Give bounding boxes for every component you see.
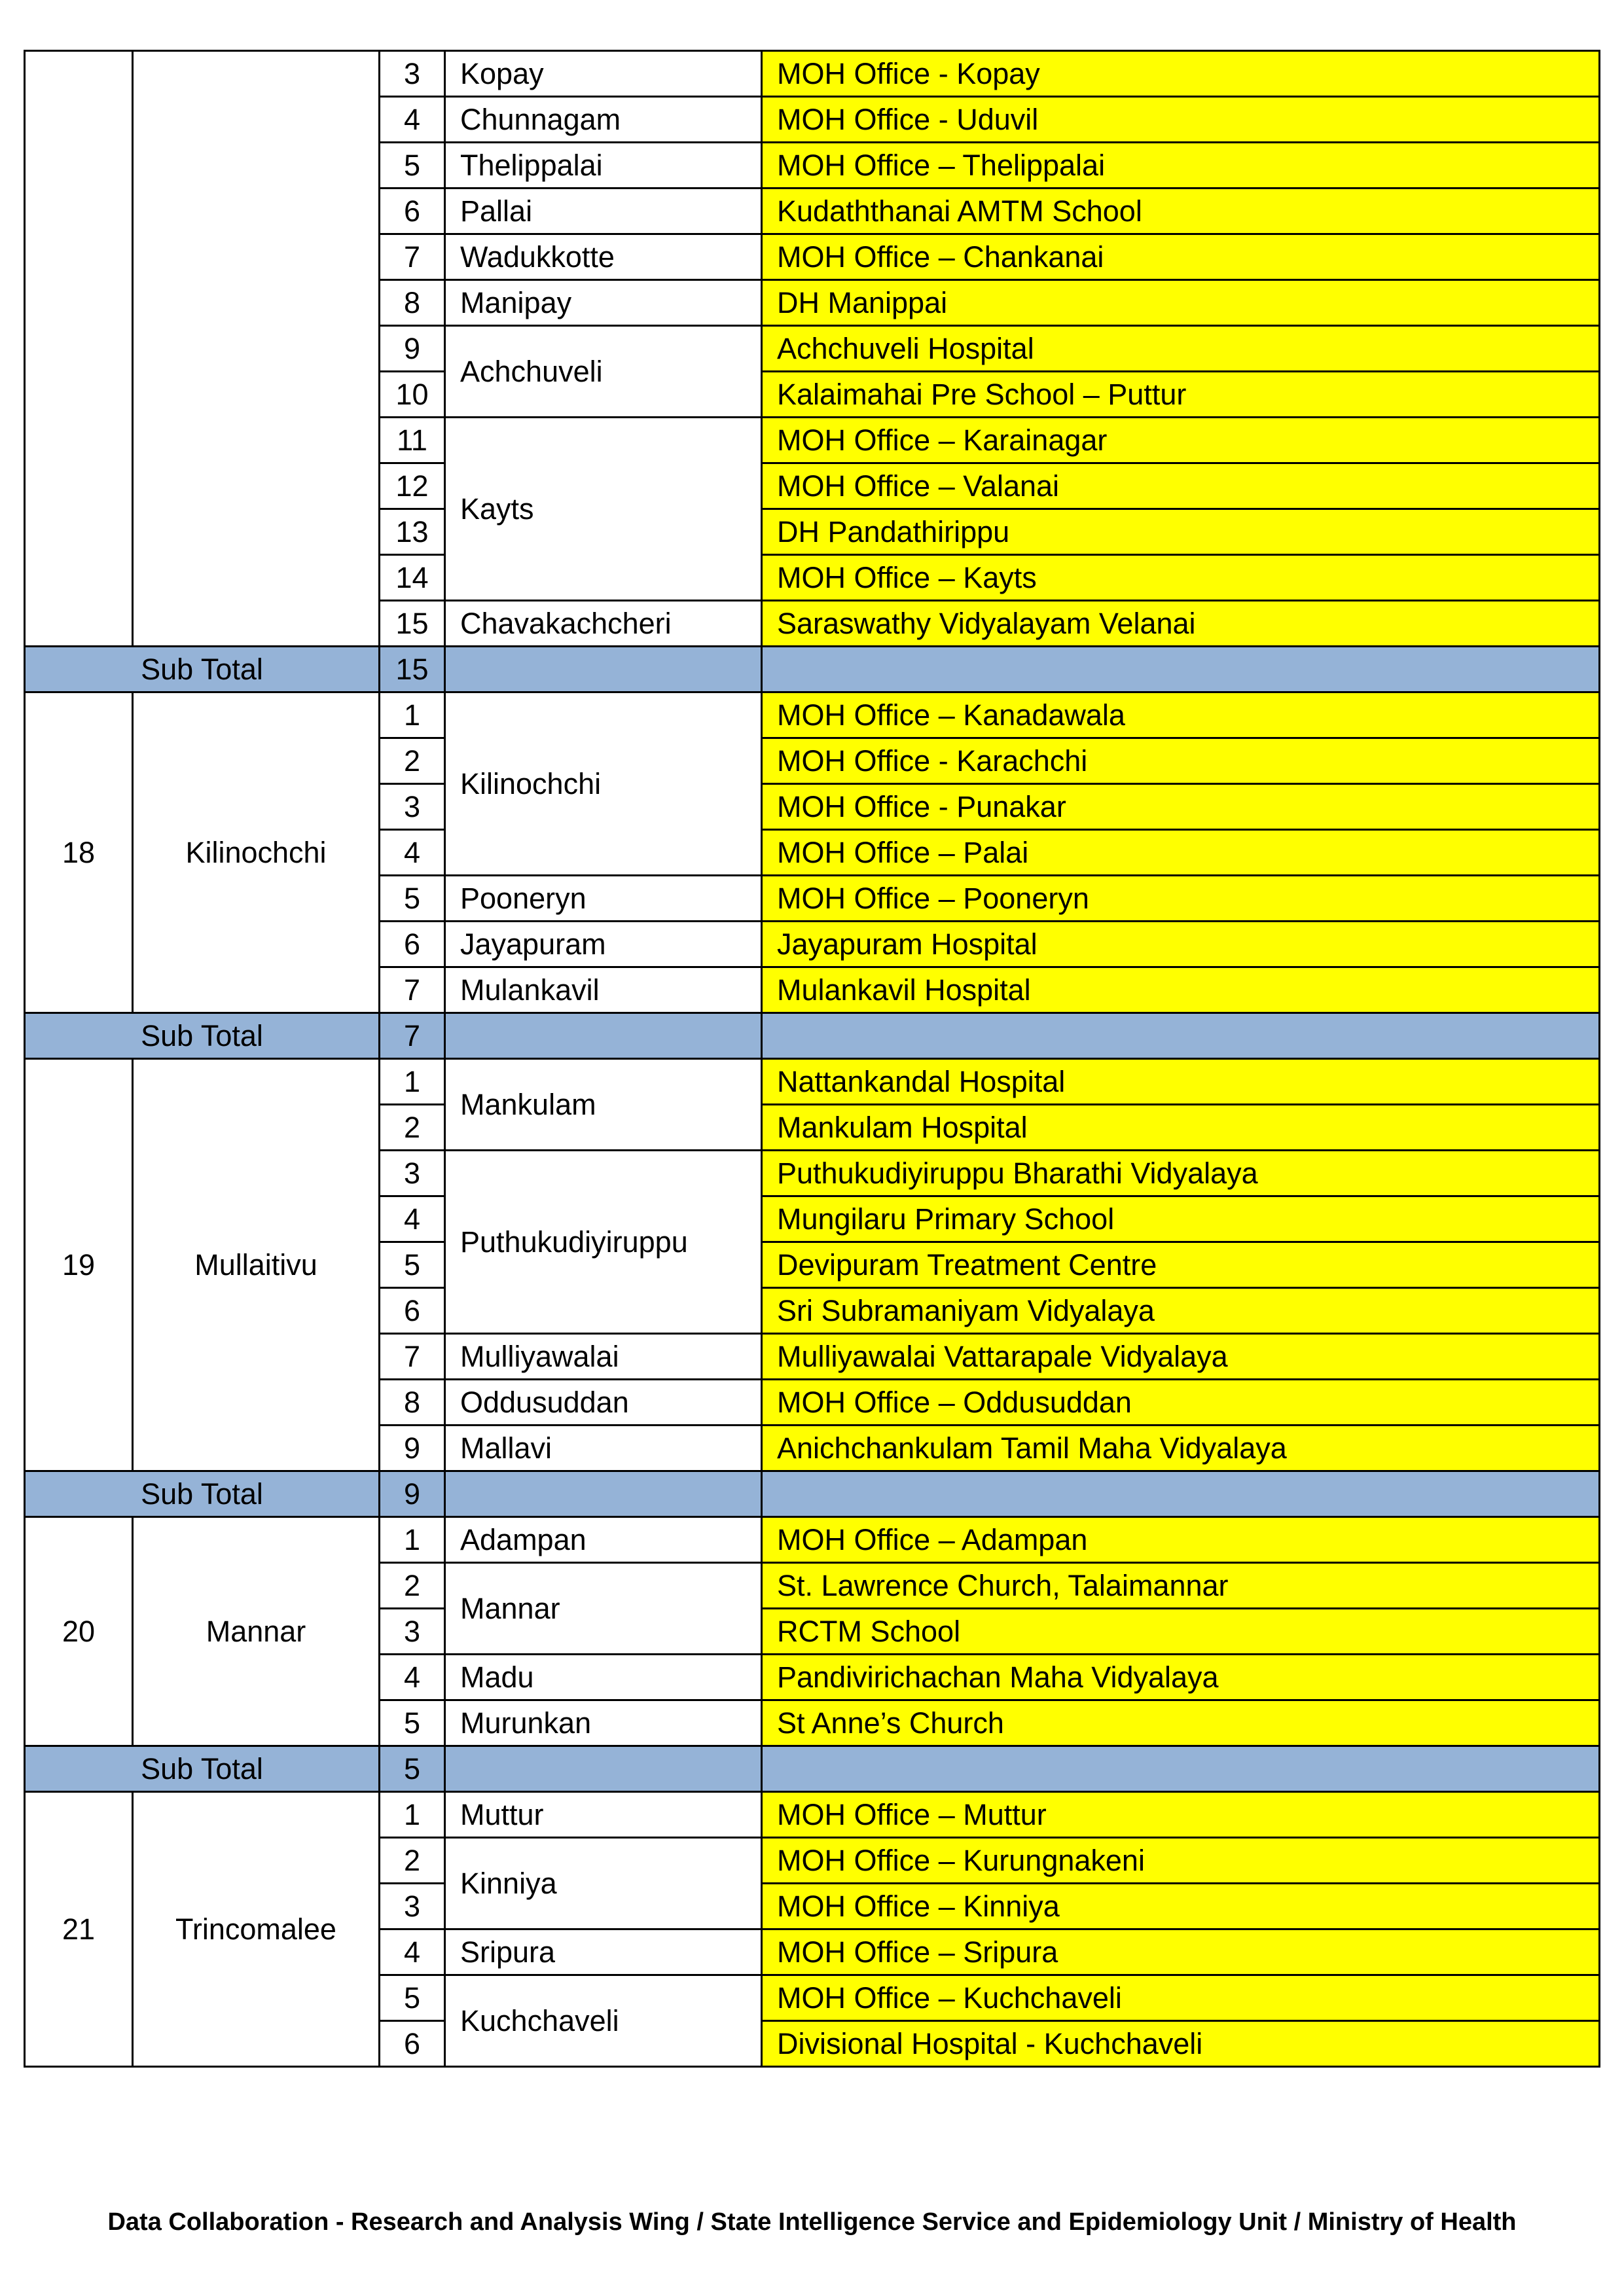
centre-number: 4 xyxy=(380,1655,445,1700)
vaccination-centre: Jayapuram Hospital xyxy=(762,922,1600,967)
vaccination-centre: Achchuveli Hospital xyxy=(762,326,1600,372)
subtotal-count: 5 xyxy=(380,1746,445,1792)
moh-area: Kinniya xyxy=(445,1838,762,1929)
moh-area: Thelippalai xyxy=(445,143,762,188)
district-name: Trincomalee xyxy=(133,1792,380,2067)
vaccination-centre: MOH Office – Kanadawala xyxy=(762,692,1600,738)
centre-number: 1 xyxy=(380,1517,445,1563)
vaccination-centre: Puthukudiyiruppu Bharathi Vidyalaya xyxy=(762,1151,1600,1196)
moh-area: Kuchchaveli xyxy=(445,1975,762,2067)
subtotal-empty-cell xyxy=(445,1471,762,1517)
centre-number: 3 xyxy=(380,1151,445,1196)
vaccination-centre: Nattankandal Hospital xyxy=(762,1059,1600,1105)
vaccination-centre: MOH Office – Valanai xyxy=(762,463,1600,509)
centre-number: 9 xyxy=(380,326,445,372)
vaccination-centre: MOH Office - Kopay xyxy=(762,51,1600,97)
centre-number: 6 xyxy=(380,188,445,234)
centre-number: 11 xyxy=(380,418,445,463)
moh-area: Mallavi xyxy=(445,1426,762,1471)
table-row xyxy=(25,1059,1600,1105)
centre-number: 10 xyxy=(380,372,445,418)
vaccination-centre: Anichchankulam Tamil Maha Vidyalaya xyxy=(762,1426,1600,1471)
moh-area: Kayts xyxy=(445,418,762,601)
centre-number: 15 xyxy=(380,601,445,647)
moh-area: Mulliyawalai xyxy=(445,1334,762,1380)
table-row xyxy=(25,1792,1600,1838)
vaccination-centre: Kalaimahai Pre School – Puttur xyxy=(762,372,1600,418)
centre-number: 12 xyxy=(380,463,445,509)
district-number: 21 xyxy=(25,1792,133,2067)
moh-area: Adampan xyxy=(445,1517,762,1563)
moh-area: Pooneryn xyxy=(445,876,762,922)
centre-number: 8 xyxy=(380,1380,445,1426)
vaccination-centre: MOH Office - Punakar xyxy=(762,784,1600,830)
vaccination-centre: MOH Office – Karainagar xyxy=(762,418,1600,463)
vaccination-centre: MOH Office – Adampan xyxy=(762,1517,1600,1563)
vaccination-centre: Mankulam Hospital xyxy=(762,1105,1600,1151)
centre-number: 2 xyxy=(380,1105,445,1151)
table-row xyxy=(25,692,1600,738)
vaccination-centre: St. Lawrence Church, Talaimannar xyxy=(762,1563,1600,1609)
centre-number: 2 xyxy=(380,1563,445,1609)
table-row xyxy=(25,51,1600,97)
vaccination-centre: Mungilaru Primary School xyxy=(762,1196,1600,1242)
subtotal-count: 15 xyxy=(380,647,445,692)
moh-area: Kilinochchi xyxy=(445,692,762,876)
centre-number: 5 xyxy=(380,143,445,188)
centre-number: 4 xyxy=(380,1929,445,1975)
moh-area: Mankulam xyxy=(445,1059,762,1151)
subtotal-empty-cell xyxy=(445,647,762,692)
vaccination-centre: Mulankavil Hospital xyxy=(762,967,1600,1013)
moh-area: Sripura xyxy=(445,1929,762,1975)
centre-number: 1 xyxy=(380,1059,445,1105)
district-name: Kilinochchi xyxy=(133,692,380,1013)
vaccination-centre: Divisional Hospital - Kuchchaveli xyxy=(762,2021,1600,2067)
vaccination-centre: Saraswathy Vidyalayam Velanai xyxy=(762,601,1600,647)
vaccination-centre: MOH Office – Sripura xyxy=(762,1929,1600,1975)
centre-number: 9 xyxy=(380,1426,445,1471)
centre-number: 4 xyxy=(380,97,445,143)
centre-number: 4 xyxy=(380,1196,445,1242)
centre-number: 3 xyxy=(380,784,445,830)
vaccination-centre: MOH Office – Kurungnakeni xyxy=(762,1838,1600,1884)
centre-number: 6 xyxy=(380,1288,445,1334)
vaccination-centre: Pandivirichachan Maha Vidyalaya xyxy=(762,1655,1600,1700)
moh-area: Madu xyxy=(445,1655,762,1700)
subtotal-count: 9 xyxy=(380,1471,445,1517)
centre-number: 7 xyxy=(380,1334,445,1380)
table-row xyxy=(25,1517,1600,1563)
centre-number: 8 xyxy=(380,280,445,326)
vaccination-centre: MOH Office – Muttur xyxy=(762,1792,1600,1838)
district-name: Mullaitivu xyxy=(133,1059,380,1471)
vaccination-centre: MOH Office – Kuchchaveli xyxy=(762,1975,1600,2021)
vaccination-centre: MOH Office – Kayts xyxy=(762,555,1600,601)
vaccination-centre: MOH Office – Palai xyxy=(762,830,1600,876)
moh-area: Achchuveli xyxy=(445,326,762,418)
district-name: Mannar xyxy=(133,1517,380,1746)
subtotal-empty-cell xyxy=(445,1746,762,1792)
centre-number: 5 xyxy=(380,876,445,922)
centre-number: 1 xyxy=(380,1792,445,1838)
subtotal-count: 7 xyxy=(380,1013,445,1059)
vaccination-centres-table xyxy=(24,50,1600,2068)
district-number xyxy=(25,51,133,647)
vaccination-centre: St Anne’s Church xyxy=(762,1700,1600,1746)
centre-number: 6 xyxy=(380,922,445,967)
district-number: 18 xyxy=(25,692,133,1013)
subtotal-empty-cell xyxy=(762,1746,1600,1792)
vaccination-centre: Mulliyawalai Vattarapale Vidyalaya xyxy=(762,1334,1600,1380)
district-number: 20 xyxy=(25,1517,133,1746)
table-body xyxy=(25,51,1600,2067)
vaccination-centre: DH Pandathirippu xyxy=(762,509,1600,555)
moh-area: Wadukkotte xyxy=(445,234,762,280)
vaccination-centre: RCTM School xyxy=(762,1609,1600,1655)
centre-number: 1 xyxy=(380,692,445,738)
centre-number: 7 xyxy=(380,234,445,280)
moh-area: Chunnagam xyxy=(445,97,762,143)
page-footer: Data Collaboration - Research and Analysis Wing / State Intelligence Service and Epidemiology Unit / Ministry of Health xyxy=(107,2208,1517,2236)
moh-area: Puthukudiyiruppu xyxy=(445,1151,762,1334)
centre-number: 6 xyxy=(380,2021,445,2067)
vaccination-centre: MOH Office – Kinniya xyxy=(762,1884,1600,1929)
centre-number: 2 xyxy=(380,1838,445,1884)
vaccination-centre: Kudaththanai AMTM School xyxy=(762,188,1600,234)
subtotal-label: Sub Total xyxy=(25,1471,380,1517)
vaccination-centre: MOH Office - Karachchi xyxy=(762,738,1600,784)
centre-number: 5 xyxy=(380,1975,445,2021)
moh-area: Pallai xyxy=(445,188,762,234)
moh-area: Chavakachcheri xyxy=(445,601,762,647)
moh-area: Manipay xyxy=(445,280,762,326)
centre-number: 7 xyxy=(380,967,445,1013)
subtotal-label: Sub Total xyxy=(25,647,380,692)
subtotal-empty-cell xyxy=(445,1013,762,1059)
subtotal-row xyxy=(25,647,1600,692)
subtotal-row xyxy=(25,1471,1600,1517)
centre-number: 4 xyxy=(380,830,445,876)
centre-number: 3 xyxy=(380,1609,445,1655)
centre-number: 3 xyxy=(380,51,445,97)
vaccination-centre: Devipuram Treatment Centre xyxy=(762,1242,1600,1288)
moh-area: Mulankavil xyxy=(445,967,762,1013)
moh-area: Kopay xyxy=(445,51,762,97)
vaccination-centre: MOH Office – Oddusuddan xyxy=(762,1380,1600,1426)
subtotal-row xyxy=(25,1013,1600,1059)
district-number: 19 xyxy=(25,1059,133,1471)
vaccination-centre: MOH Office – Thelippalai xyxy=(762,143,1600,188)
district-name xyxy=(133,51,380,647)
subtotal-empty-cell xyxy=(762,1471,1600,1517)
centre-number: 3 xyxy=(380,1884,445,1929)
moh-area: Muttur xyxy=(445,1792,762,1838)
subtotal-empty-cell xyxy=(762,647,1600,692)
centre-number: 5 xyxy=(380,1242,445,1288)
moh-area: Mannar xyxy=(445,1563,762,1655)
centre-number: 13 xyxy=(380,509,445,555)
subtotal-label: Sub Total xyxy=(25,1746,380,1792)
vaccination-centre: MOH Office - Uduvil xyxy=(762,97,1600,143)
subtotal-row xyxy=(25,1746,1600,1792)
moh-area: Jayapuram xyxy=(445,922,762,967)
subtotal-empty-cell xyxy=(762,1013,1600,1059)
vaccination-centre: DH Manippai xyxy=(762,280,1600,326)
centre-number: 5 xyxy=(380,1700,445,1746)
centre-number: 14 xyxy=(380,555,445,601)
vaccination-centre: Sri Subramaniyam Vidyalaya xyxy=(762,1288,1600,1334)
vaccination-centre: MOH Office – Chankanai xyxy=(762,234,1600,280)
moh-area: Murunkan xyxy=(445,1700,762,1746)
subtotal-label: Sub Total xyxy=(25,1013,380,1059)
vaccination-centre: MOH Office – Pooneryn xyxy=(762,876,1600,922)
moh-area: Oddusuddan xyxy=(445,1380,762,1426)
centre-number: 2 xyxy=(380,738,445,784)
